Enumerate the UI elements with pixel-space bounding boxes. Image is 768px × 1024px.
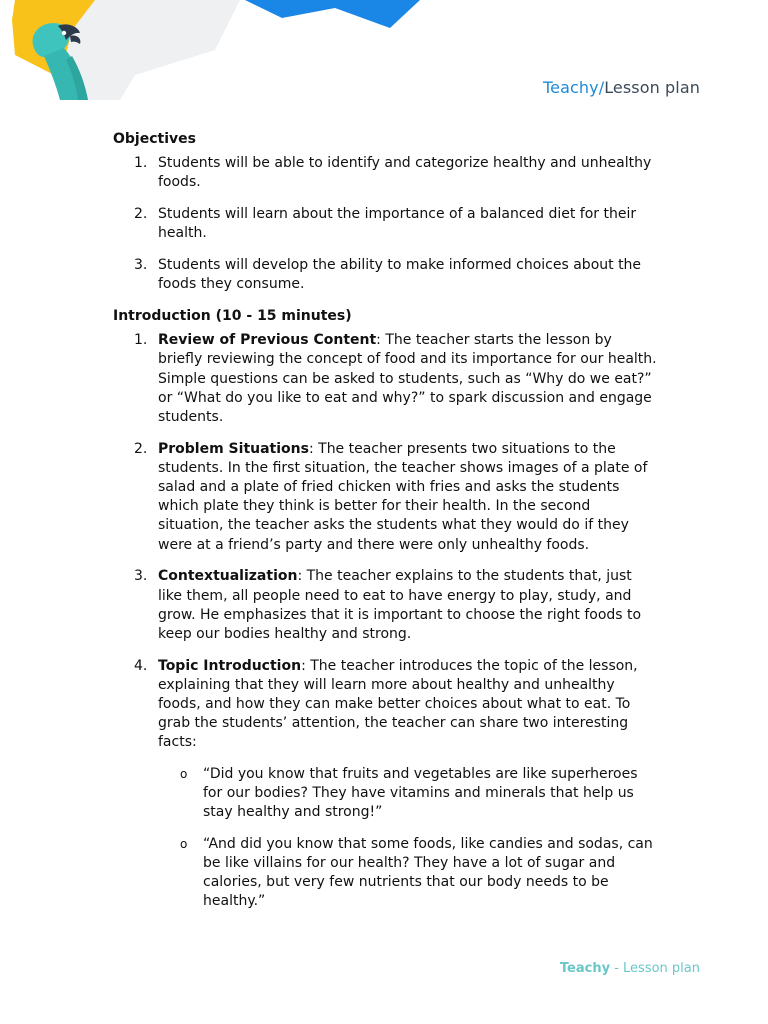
list-item — [113, 331, 658, 427]
footer-doc-type: - Lesson plan — [610, 961, 700, 976]
item-text: Students will develop the ability to make informed choices about the foods they consume. — [158, 257, 642, 293]
item-text: : The teacher presents two situations to the students. In the first situation, the teacher shows images of a plate of salad and a plate of fried chicken with fries and asks the students which plate they think is better for their health. In the second situation, the teacher asks the students what they would do if they were at a friend’s party and there were only unhealthy foods. — [158, 440, 648, 553]
item-label: Topic Introduction — [158, 657, 302, 674]
introduction-list — [113, 331, 658, 911]
fact-item — [158, 835, 658, 912]
item-label: Review of Previous Content — [158, 332, 377, 349]
item-label: Contextualization — [158, 568, 298, 585]
item-text: Students will learn about the importance of a balanced diet for their health. — [158, 206, 637, 242]
item-number: 4. — [134, 657, 148, 674]
bullet-icon: o — [180, 836, 188, 851]
item-number: 3. — [134, 568, 148, 585]
item-number: 2. — [134, 206, 148, 223]
objectives-list — [113, 154, 658, 294]
item-text: Students will be able to identify and categorize healthy and unhealthy foods. — [158, 155, 652, 191]
header-brand — [543, 78, 700, 97]
item-text: : The teacher introduces the topic of the lesson, explaining that they will learn more about healthy and unhealthy foods, and how they can make better choices about what to eat. To grab the students’ attention, the teacher can share two interesting facts: — [158, 657, 638, 751]
item-number: 1. — [134, 332, 148, 349]
list-item — [113, 256, 658, 294]
facts-list — [158, 765, 658, 912]
brand-name: Teachy — [542, 78, 599, 97]
bullet-icon: o — [180, 766, 188, 781]
item-text: : The teacher starts the lesson by briefly reviewing the concept of food and its importance for our health. Simple questions can be asked to students, such as “Why do we eat?” or “What do you like to eat and why?” to spark discussion and engage students. — [158, 332, 657, 425]
fact-item — [158, 765, 658, 823]
item-label: Problem Situations — [158, 440, 309, 457]
brand-separator: / — [598, 78, 605, 97]
document-type: Lesson plan — [604, 78, 700, 97]
introduction-title: Introduction (10 - 15 minutes) — [113, 307, 352, 324]
fact-text: “Did you know that fruits and vegetables are like superheroes for our bodies? They have vitamins and minerals that help us stay healthy and strong!” — [203, 765, 638, 821]
lesson-content — [113, 130, 658, 924]
list-item — [113, 657, 658, 912]
footer-brand: Teachy — [559, 961, 611, 976]
list-item — [113, 154, 658, 192]
blue-shape — [245, 0, 420, 28]
footer — [560, 961, 700, 976]
item-number: 2. — [134, 440, 148, 457]
objectives-title: Objectives — [113, 131, 196, 147]
item-number: 3. — [134, 257, 148, 274]
fact-text: “And did you know that some foods, like candies and sodas, can be like villains for our health? They have a lot of sugar and calories, but very few nutrients that our body needs to be healthy.” — [203, 835, 653, 910]
item-text: : The teacher explains to the students that, just like them, all people need to eat to have energy to play, study, and grow. He emphasizes that it is important to choose the right foods to keep our bodies healthy and strong. — [158, 568, 642, 642]
list-item — [113, 567, 658, 644]
item-number: 1. — [134, 155, 148, 172]
list-item — [113, 205, 658, 243]
list-item — [113, 440, 658, 555]
